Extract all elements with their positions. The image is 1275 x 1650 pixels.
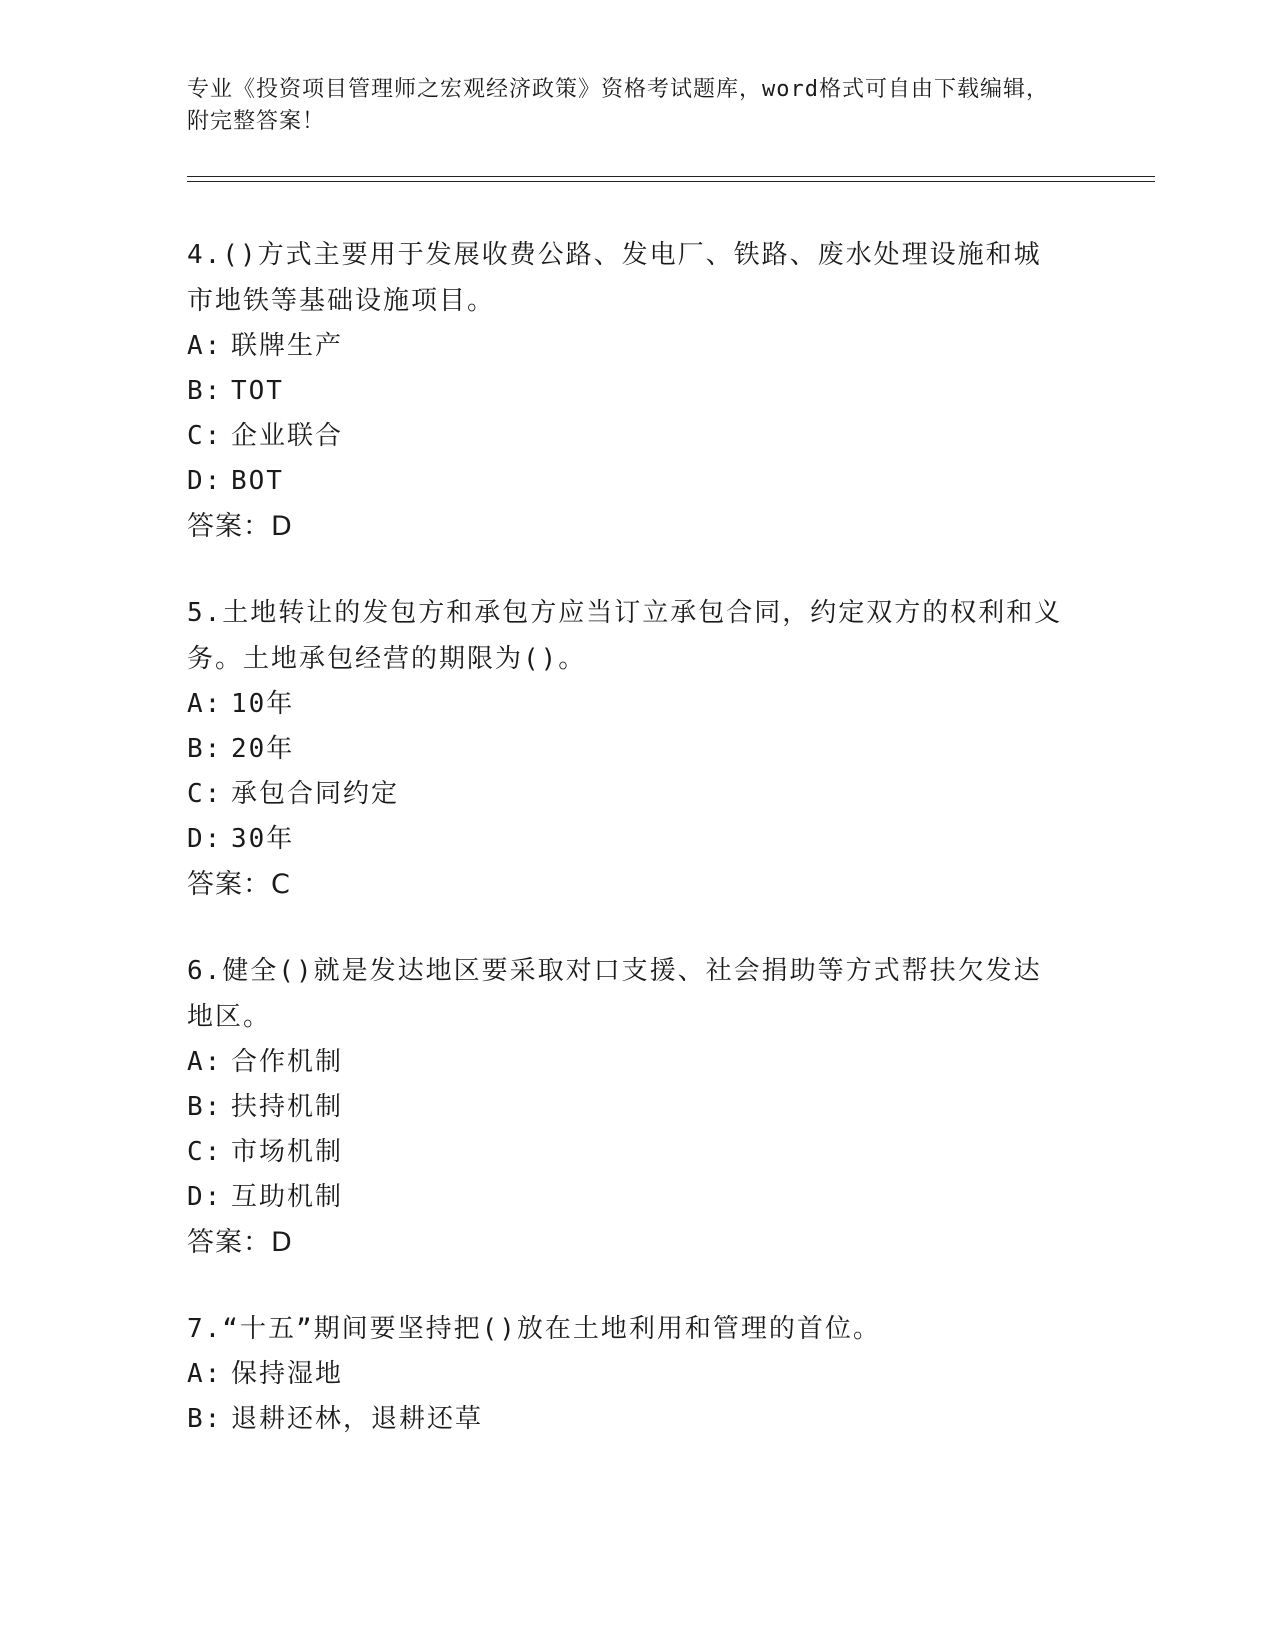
option-text: 互助机制 — [231, 1182, 344, 1212]
header-divider-top — [187, 176, 1155, 177]
option-text: 市场机制 — [231, 1137, 344, 1167]
option-text: TOT — [231, 376, 284, 406]
question-7 — [187, 1306, 1067, 1442]
document-intro: 专业《投资项目管理师之宏观经济政策》资格考试题库，word格式可自由下载编辑，附完整答案！ — [187, 77, 1049, 134]
question-stem: 4.()方式主要用于发展收费公路、发电厂、铁路、废水处理设施和城市地铁等基础设施项目。 — [187, 240, 1042, 316]
option-a — [187, 1352, 1067, 1397]
option-label: C: — [187, 779, 223, 809]
answer-line: 答案：C — [187, 869, 291, 900]
option-a — [187, 1040, 1067, 1085]
option-a — [187, 324, 1067, 369]
option-label: A: — [187, 1047, 223, 1077]
option-text: 扶持机制 — [231, 1092, 344, 1122]
option-label: A: — [187, 331, 223, 361]
option-text: 联牌生产 — [231, 331, 344, 361]
option-text: 保持湿地 — [231, 1359, 344, 1389]
header-divider-bottom — [187, 181, 1155, 182]
option-text: 退耕还林，退耕还草 — [231, 1404, 484, 1434]
option-label: B: — [187, 376, 223, 406]
option-label: A: — [187, 1359, 223, 1389]
question-6 — [187, 948, 1067, 1266]
option-label: C: — [187, 1137, 223, 1167]
option-c — [187, 772, 1067, 817]
question-4 — [187, 232, 1067, 550]
option-b — [187, 1085, 1067, 1130]
question-5 — [187, 590, 1067, 908]
option-d — [187, 459, 1067, 504]
option-label: B: — [187, 1092, 223, 1122]
option-text: 企业联合 — [231, 421, 344, 451]
option-label: A: — [187, 689, 223, 719]
option-text: 承包合同约定 — [231, 779, 400, 809]
question-stem: 5.土地转让的发包方和承包方应当订立承包合同，约定双方的权利和义务。土地承包经营的期限为()。 — [187, 598, 1063, 674]
question-list — [187, 232, 1067, 1482]
option-b — [187, 727, 1067, 772]
option-label: B: — [187, 1404, 223, 1434]
option-label: C: — [187, 421, 223, 451]
option-c — [187, 414, 1067, 459]
option-label: D: — [187, 1182, 223, 1212]
option-text: BOT — [231, 466, 284, 496]
question-stem: 6.健全()就是发达地区要采取对口支援、社会捐助等方式帮扶欠发达地区。 — [187, 956, 1042, 1032]
option-b — [187, 1397, 1067, 1442]
option-text: 10年 — [231, 689, 295, 719]
option-text: 合作机制 — [231, 1047, 344, 1077]
option-c — [187, 1130, 1067, 1175]
option-d — [187, 1175, 1067, 1220]
question-stem: 7.“十五”期间要坚持把()放在土地利用和管理的首位。 — [187, 1314, 881, 1344]
answer-line: 答案：D — [187, 1227, 293, 1258]
option-text: 30年 — [231, 824, 295, 854]
option-label: D: — [187, 466, 223, 496]
answer-line: 答案：D — [187, 511, 293, 542]
option-d — [187, 817, 1067, 862]
option-text: 20年 — [231, 734, 295, 764]
option-b — [187, 369, 1067, 414]
option-label: B: — [187, 734, 223, 764]
option-a — [187, 682, 1067, 727]
option-label: D: — [187, 824, 223, 854]
